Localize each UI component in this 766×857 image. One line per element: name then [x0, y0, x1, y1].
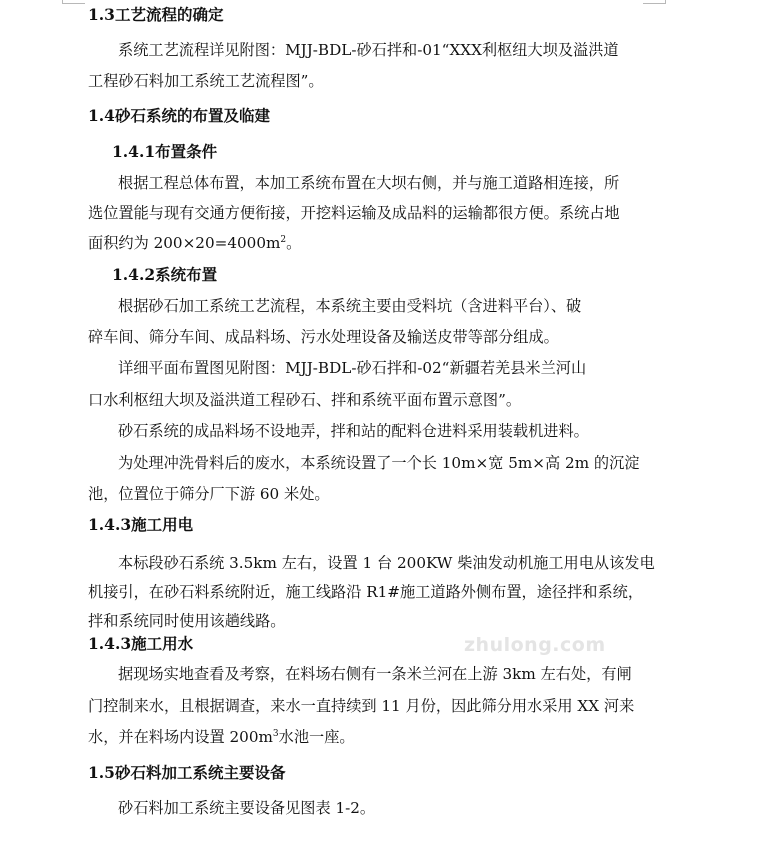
- paragraph-line: 系统工艺流程详见附图：MJJ-BDL-砂石拌和-01“XXX利枢纽大坝及溢洪道: [118, 41, 619, 59]
- paragraph-line: 为处理冲洗骨料后的废水，本系统设置了一个长 10m×宽 5m×高 2m 的沉淀: [118, 454, 640, 472]
- paragraph-line: 据现场实地查看及考察，在料场右侧有一条米兰河在上游 3km 左右处，有闸: [118, 665, 632, 683]
- paragraph-line: 拌和系统同时使用该趟线路。: [88, 612, 286, 630]
- paragraph-line: [88, 727, 355, 747]
- text-run: 水，并在料场内设置 200m: [88, 728, 273, 746]
- heading-1-4-2: 1.4.2系统布置: [112, 265, 218, 284]
- paragraph-line: 砂石系统的成品料场不设地弄，拌和站的配料仓进料采用装载机进料。: [118, 422, 589, 440]
- heading-1-4: 1.4砂石系统的布置及临建: [88, 106, 270, 125]
- paragraph-line: 机接引，在砂石料系统附近，施工线路沿 R1#施工道路外侧布置，途径拌和系统，: [88, 583, 644, 601]
- heading-1-4-1: 1.4.1布置条件: [112, 142, 218, 161]
- crop-mark-left: [62, 0, 85, 4]
- text-run: 水池一座。: [278, 728, 355, 746]
- paragraph-line: 碎车间、筛分车间、成品料场、污水处理设备及输送皮带等部分组成。: [88, 328, 559, 346]
- paragraph-line: 根据砂石加工系统工艺流程，本系统主要由受料坑（含进料平台）、破: [118, 297, 582, 315]
- paragraph-line: 选位置能与现有交通方便衔接，开挖料运输及成品料的运输都很方便。系统占地: [88, 204, 620, 222]
- paragraph-line: 本标段砂石系统 3.5km 左右，设置 1 台 200KW 柴油发动机施工用电从该发电: [118, 554, 655, 572]
- watermark: zhulong.com: [464, 634, 606, 656]
- superscript: 2: [280, 234, 287, 245]
- heading-1-5: 1.5砂石料加工系统主要设备: [88, 763, 286, 782]
- paragraph-line: [88, 233, 301, 253]
- paragraph-line: 根据工程总体布置，本加工系统布置在大坝右侧，并与施工道路相连接，所: [118, 174, 620, 192]
- paragraph-line: 砂石料加工系统主要设备见图表 1-2。: [118, 799, 376, 817]
- paragraph-line: 门控制来水，且根据调查，来水一直持续到 11 月份，因此筛分用水采用 XX 河来: [88, 697, 635, 715]
- heading-1-4-3-water: 1.4.3施工用水: [88, 634, 194, 653]
- superscript: 3: [272, 728, 279, 739]
- paragraph-line: 池，位置位于筛分厂下游 60 米处。: [88, 485, 330, 503]
- crop-mark-right: [643, 0, 666, 4]
- text-run: 。: [286, 234, 302, 252]
- text-run: 面积约为 200×20=4000m: [88, 234, 281, 252]
- heading-1-3: 1.3工艺流程的确定: [88, 5, 224, 24]
- paragraph-line: 工程砂石料加工系统工艺流程图”。: [88, 72, 324, 90]
- heading-1-4-3-power: 1.4.3施工用电: [88, 515, 194, 534]
- paragraph-line: 详细平面布置图见附图：MJJ-BDL-砂石拌和-02“新疆若羌县米兰河山: [118, 359, 587, 377]
- paragraph-line: 口水利枢纽大坝及溢洪道工程砂石、拌和系统平面布置示意图”。: [88, 391, 522, 409]
